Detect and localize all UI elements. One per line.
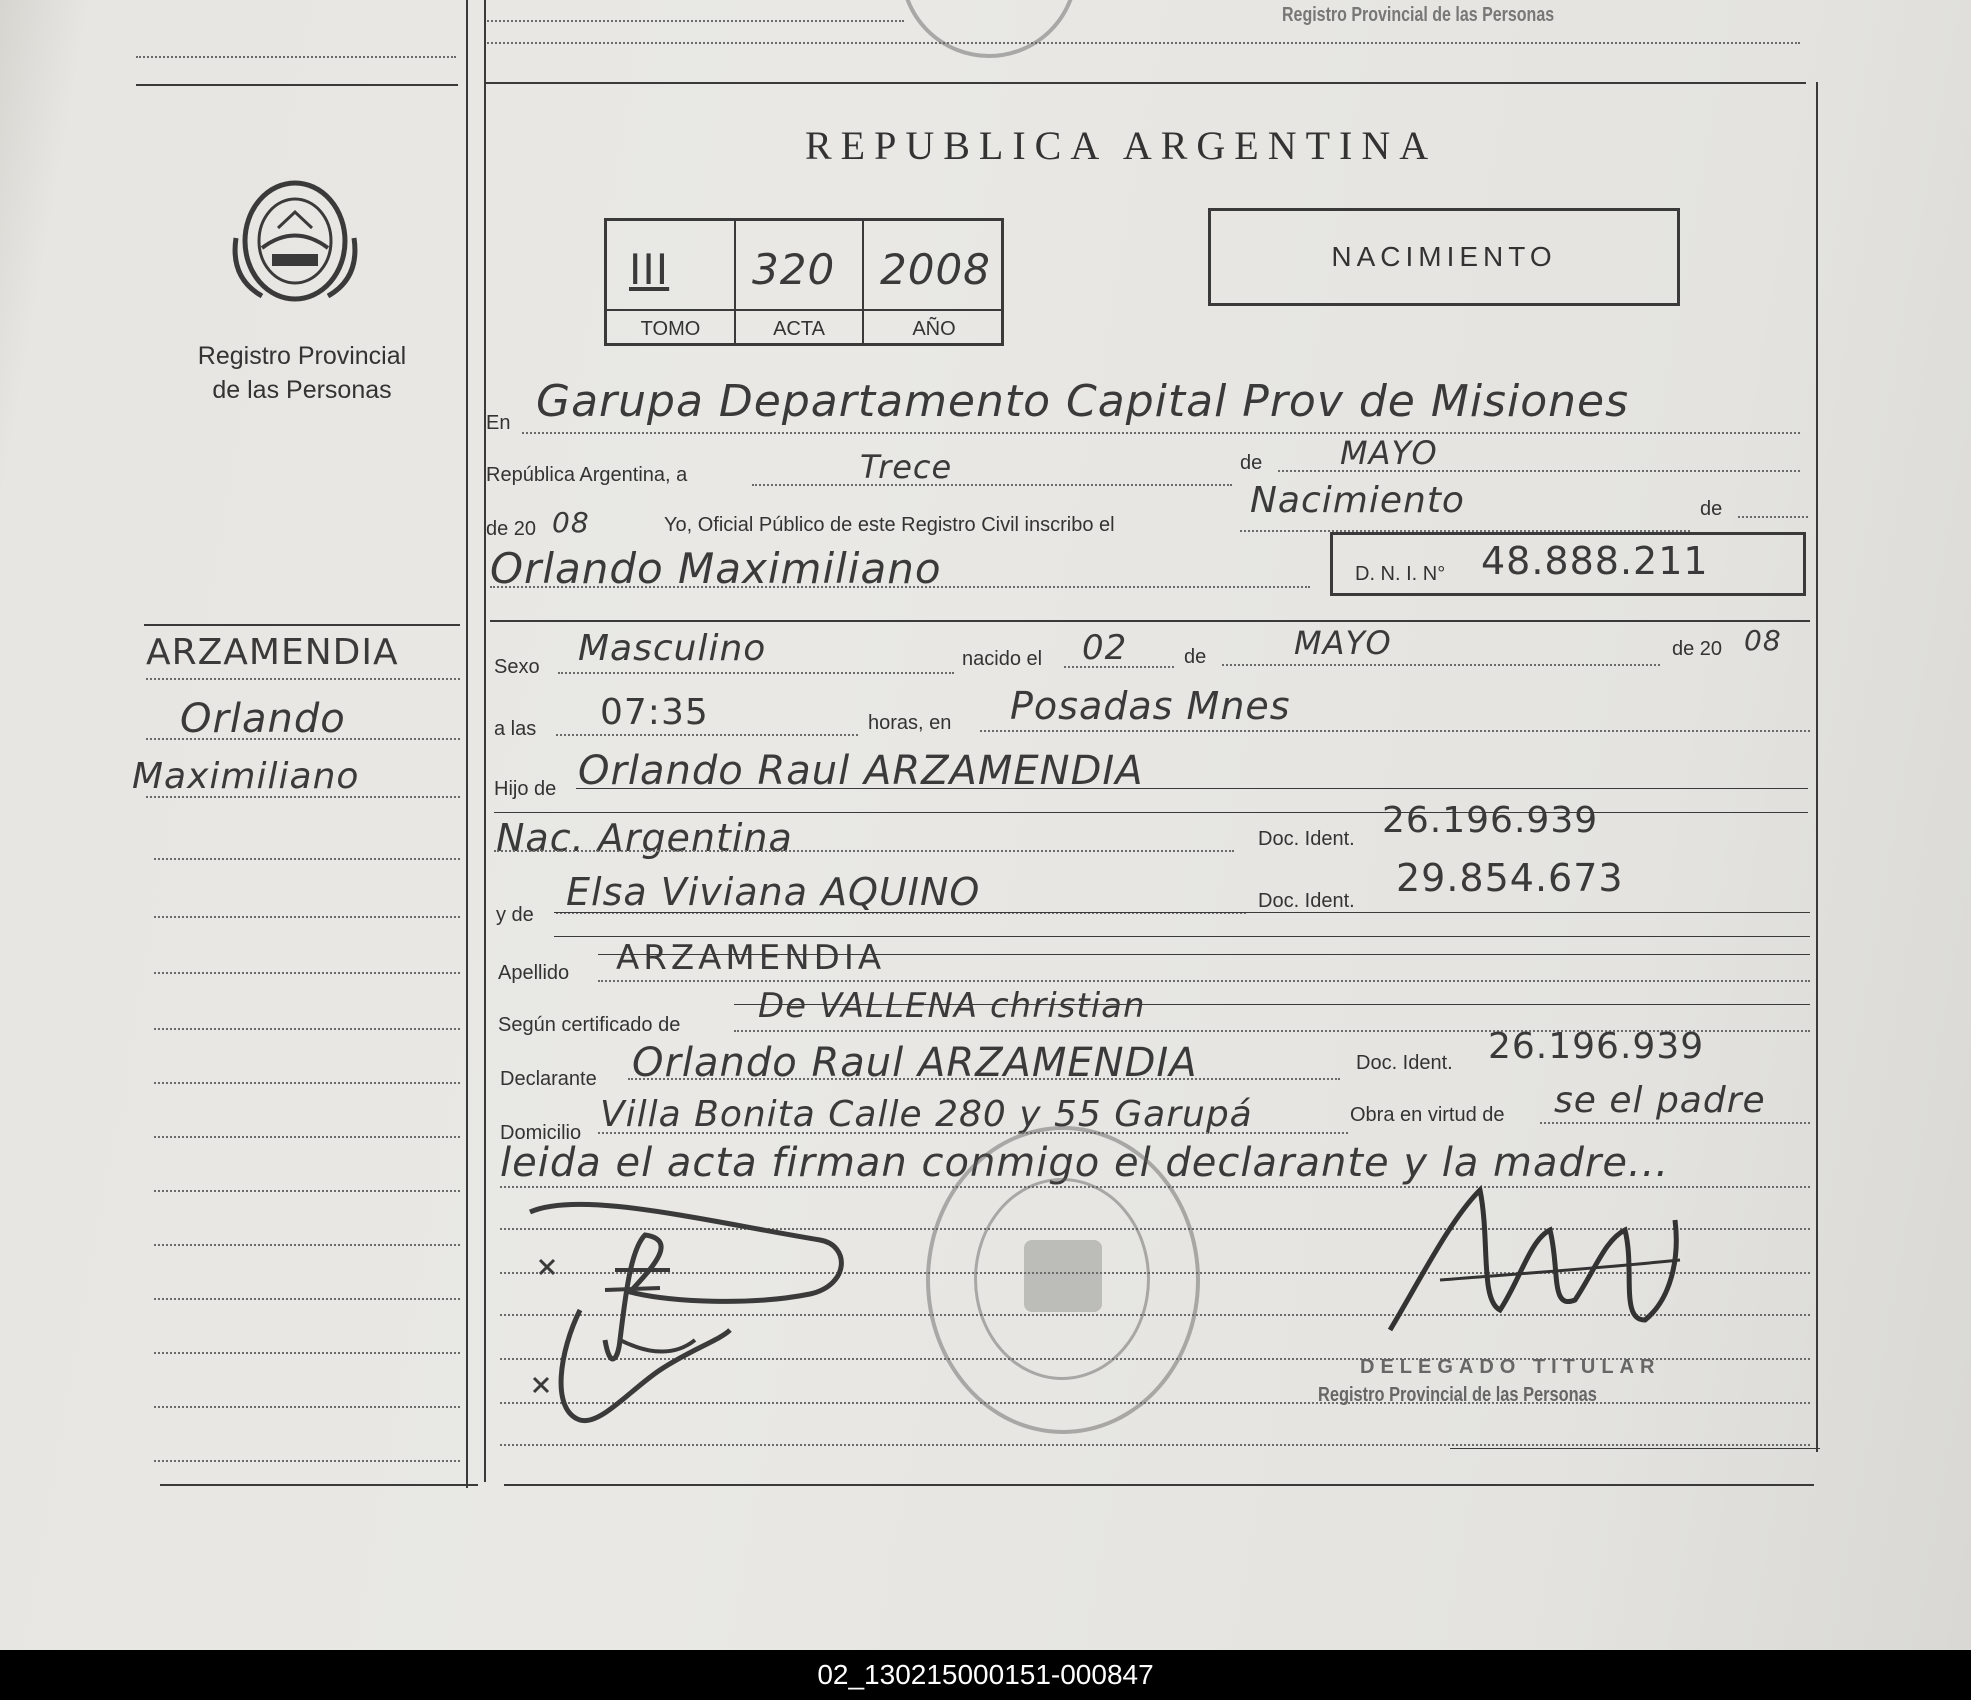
doc-ident-label-2: Doc. Ident.	[1258, 890, 1355, 912]
rule-line	[554, 912, 1810, 913]
de-label: de	[1240, 452, 1263, 474]
dotted-line	[154, 1406, 460, 1408]
dni-value: 48.888.211	[1481, 539, 1709, 583]
apellido-label: Apellido	[498, 962, 570, 984]
child-name-value: Orlando Maximiliano	[490, 544, 942, 593]
doc-ident-label: Doc. Ident.	[1258, 828, 1355, 850]
tomo-label: TOMO	[607, 309, 736, 346]
rule-line	[734, 1004, 1810, 1005]
dni-label: D. N. I. N°	[1355, 563, 1446, 585]
dotted-line	[490, 586, 1310, 588]
column-divider	[484, 0, 486, 1482]
sexo-value: Masculino	[578, 628, 767, 669]
top-seal	[900, 0, 1078, 58]
dotted-line	[522, 432, 1800, 434]
month-value: MAYO	[1340, 434, 1438, 472]
birth-day-value: 02	[1082, 628, 1128, 668]
rule-line	[576, 788, 1808, 789]
nacido-label: nacido el	[962, 648, 1043, 670]
dotted-line	[1738, 516, 1808, 518]
en-label: En	[486, 412, 511, 434]
dotted-line	[154, 972, 460, 974]
rule-line	[160, 1484, 478, 1486]
column-divider	[466, 0, 468, 1488]
father-doc-value: 26.196.939	[1382, 800, 1599, 841]
sidebar-given-name-2: Maximiliano	[132, 756, 360, 797]
dotted-line	[598, 980, 1810, 982]
tomo-cell	[607, 221, 736, 309]
dotted-line	[154, 858, 460, 860]
dotted-line	[500, 1444, 1810, 1446]
oficial-text: Yo, Oficial Público de este Registro Civil inscribo el	[664, 514, 1115, 536]
declarante-value: Orlando Raul ARZAMENDIA	[632, 1040, 1198, 1086]
dotted-line	[154, 1244, 460, 1246]
dotted-line	[1222, 664, 1660, 666]
declarante-doc-value: 26.196.939	[1488, 1026, 1705, 1067]
ano-value: 2008	[880, 245, 991, 294]
father-nationality-value: Nac. Argentina	[496, 816, 793, 860]
mother-doc-value: 29.854.673	[1396, 856, 1624, 900]
dotted-line	[136, 56, 456, 58]
declarant-signature-icon	[520, 1190, 860, 1430]
rule-line	[490, 620, 1810, 622]
dotted-line	[154, 1460, 460, 1462]
father-name-value: Orlando Raul ARZAMENDIA	[578, 748, 1144, 794]
ano-cell	[864, 221, 1004, 309]
dotted-line	[598, 1132, 1348, 1134]
de-label-3: de	[1184, 646, 1207, 668]
dotted-line	[154, 1082, 460, 1084]
dotted-line	[154, 916, 460, 918]
dotted-line	[154, 1298, 460, 1300]
birth-year-label: de 20	[1672, 638, 1723, 660]
sidebar-given-name-1: Orlando	[180, 696, 346, 742]
rule-line	[494, 812, 1808, 813]
continuation-text: leida el acta firman conmigo el declarante y la madre...	[500, 1140, 1670, 1186]
record-table	[604, 218, 1004, 346]
ano-label: AÑO	[864, 309, 1004, 346]
year-suffix-value: 08	[552, 506, 590, 539]
mother-name-value: Elsa Viviana AQUINO	[566, 870, 981, 914]
de-label-2: de	[1700, 498, 1723, 520]
a-las-label: a las	[494, 718, 537, 740]
rule-line	[598, 954, 1810, 955]
seal-center-emblem	[1024, 1240, 1102, 1312]
dotted-line	[154, 1352, 460, 1354]
registry-name-line1: Registro Provincial	[197, 342, 407, 370]
dotted-line	[628, 1078, 1340, 1080]
acta-label: ACTA	[736, 309, 864, 346]
republica-label: República Argentina, a	[486, 464, 688, 486]
dotted-line	[146, 678, 460, 680]
certificado-label: Según certificado de	[498, 1014, 681, 1036]
place-value: Garupa Departamento Capital Prov de Misiones	[536, 376, 1629, 427]
domicilio-value: Villa Bonita Calle 280 y 55 Garupá	[600, 1094, 1253, 1135]
rule-line	[1450, 1448, 1820, 1449]
birth-place-value: Posadas Mnes	[1010, 684, 1291, 728]
provincial-emblem-icon	[222, 168, 368, 314]
rule-line	[136, 84, 458, 86]
sidebar-surname: ARZAMENDIA	[146, 632, 399, 673]
birth-month-value: MAYO	[1294, 624, 1392, 662]
footer-stamp-line1: DELEGADO TITULAR	[1360, 1356, 1661, 1378]
certificado-value: De VALLENA christian	[758, 986, 1146, 1026]
image-id-caption: 02_130215000151-000847	[0, 1650, 1971, 1700]
dotted-line	[154, 1136, 460, 1138]
dotted-line	[146, 738, 460, 740]
tomo-value: III	[629, 245, 670, 294]
dotted-line	[556, 734, 858, 736]
year-prefix-label: de 20	[486, 518, 537, 540]
top-stamp-text: Registro Provincial de las Personas	[1282, 4, 1555, 26]
acta-value: 320	[752, 245, 836, 294]
dotted-line	[494, 850, 1234, 852]
obra-value: se el padre	[1554, 1080, 1766, 1121]
domicilio-label: Domicilio	[500, 1122, 582, 1144]
act-type-value: Nacimiento	[1250, 480, 1465, 521]
birth-year-suffix-value: 08	[1744, 624, 1782, 657]
dotted-line	[1540, 1122, 1810, 1124]
dotted-line	[980, 730, 1810, 732]
officer-signature-icon	[1380, 1180, 1700, 1350]
birth-time-value: 07:35	[600, 692, 709, 733]
day-words-value: Trece	[860, 448, 953, 486]
document-type-box: NACIMIENTO	[1208, 208, 1680, 306]
y-de-label: y de	[496, 904, 534, 926]
dotted-line	[484, 42, 1800, 44]
dotted-line	[484, 20, 904, 22]
doc-ident-label-3: Doc. Ident.	[1356, 1052, 1453, 1074]
dotted-line	[154, 1028, 460, 1030]
hijo-label: Hijo de	[494, 778, 557, 800]
right-margin-rule	[1816, 82, 1818, 1452]
declarante-label: Declarante	[500, 1068, 597, 1090]
acta-cell	[736, 221, 864, 309]
rule-line	[504, 1484, 1814, 1486]
rule-line	[554, 936, 1810, 937]
registry-name-line2: de las Personas	[212, 376, 392, 404]
dotted-line	[558, 672, 954, 674]
footer-stamp-line2: Registro Provincial de las Personas	[1318, 1384, 1597, 1406]
obra-label: Obra en virtud de	[1350, 1104, 1505, 1126]
dni-box	[1330, 532, 1806, 596]
rule-line	[144, 624, 460, 626]
dotted-line	[146, 796, 460, 798]
country-title: REPUBLICA ARGENTINA	[805, 123, 1438, 168]
dotted-line	[752, 484, 1232, 486]
dotted-line	[154, 1190, 460, 1192]
sexo-label: Sexo	[494, 656, 540, 678]
rule-line	[484, 82, 1806, 84]
horas-label: horas, en	[868, 712, 952, 734]
apellido-value: ARZAMENDIA	[616, 938, 886, 978]
official-seal-icon	[926, 1126, 1200, 1434]
